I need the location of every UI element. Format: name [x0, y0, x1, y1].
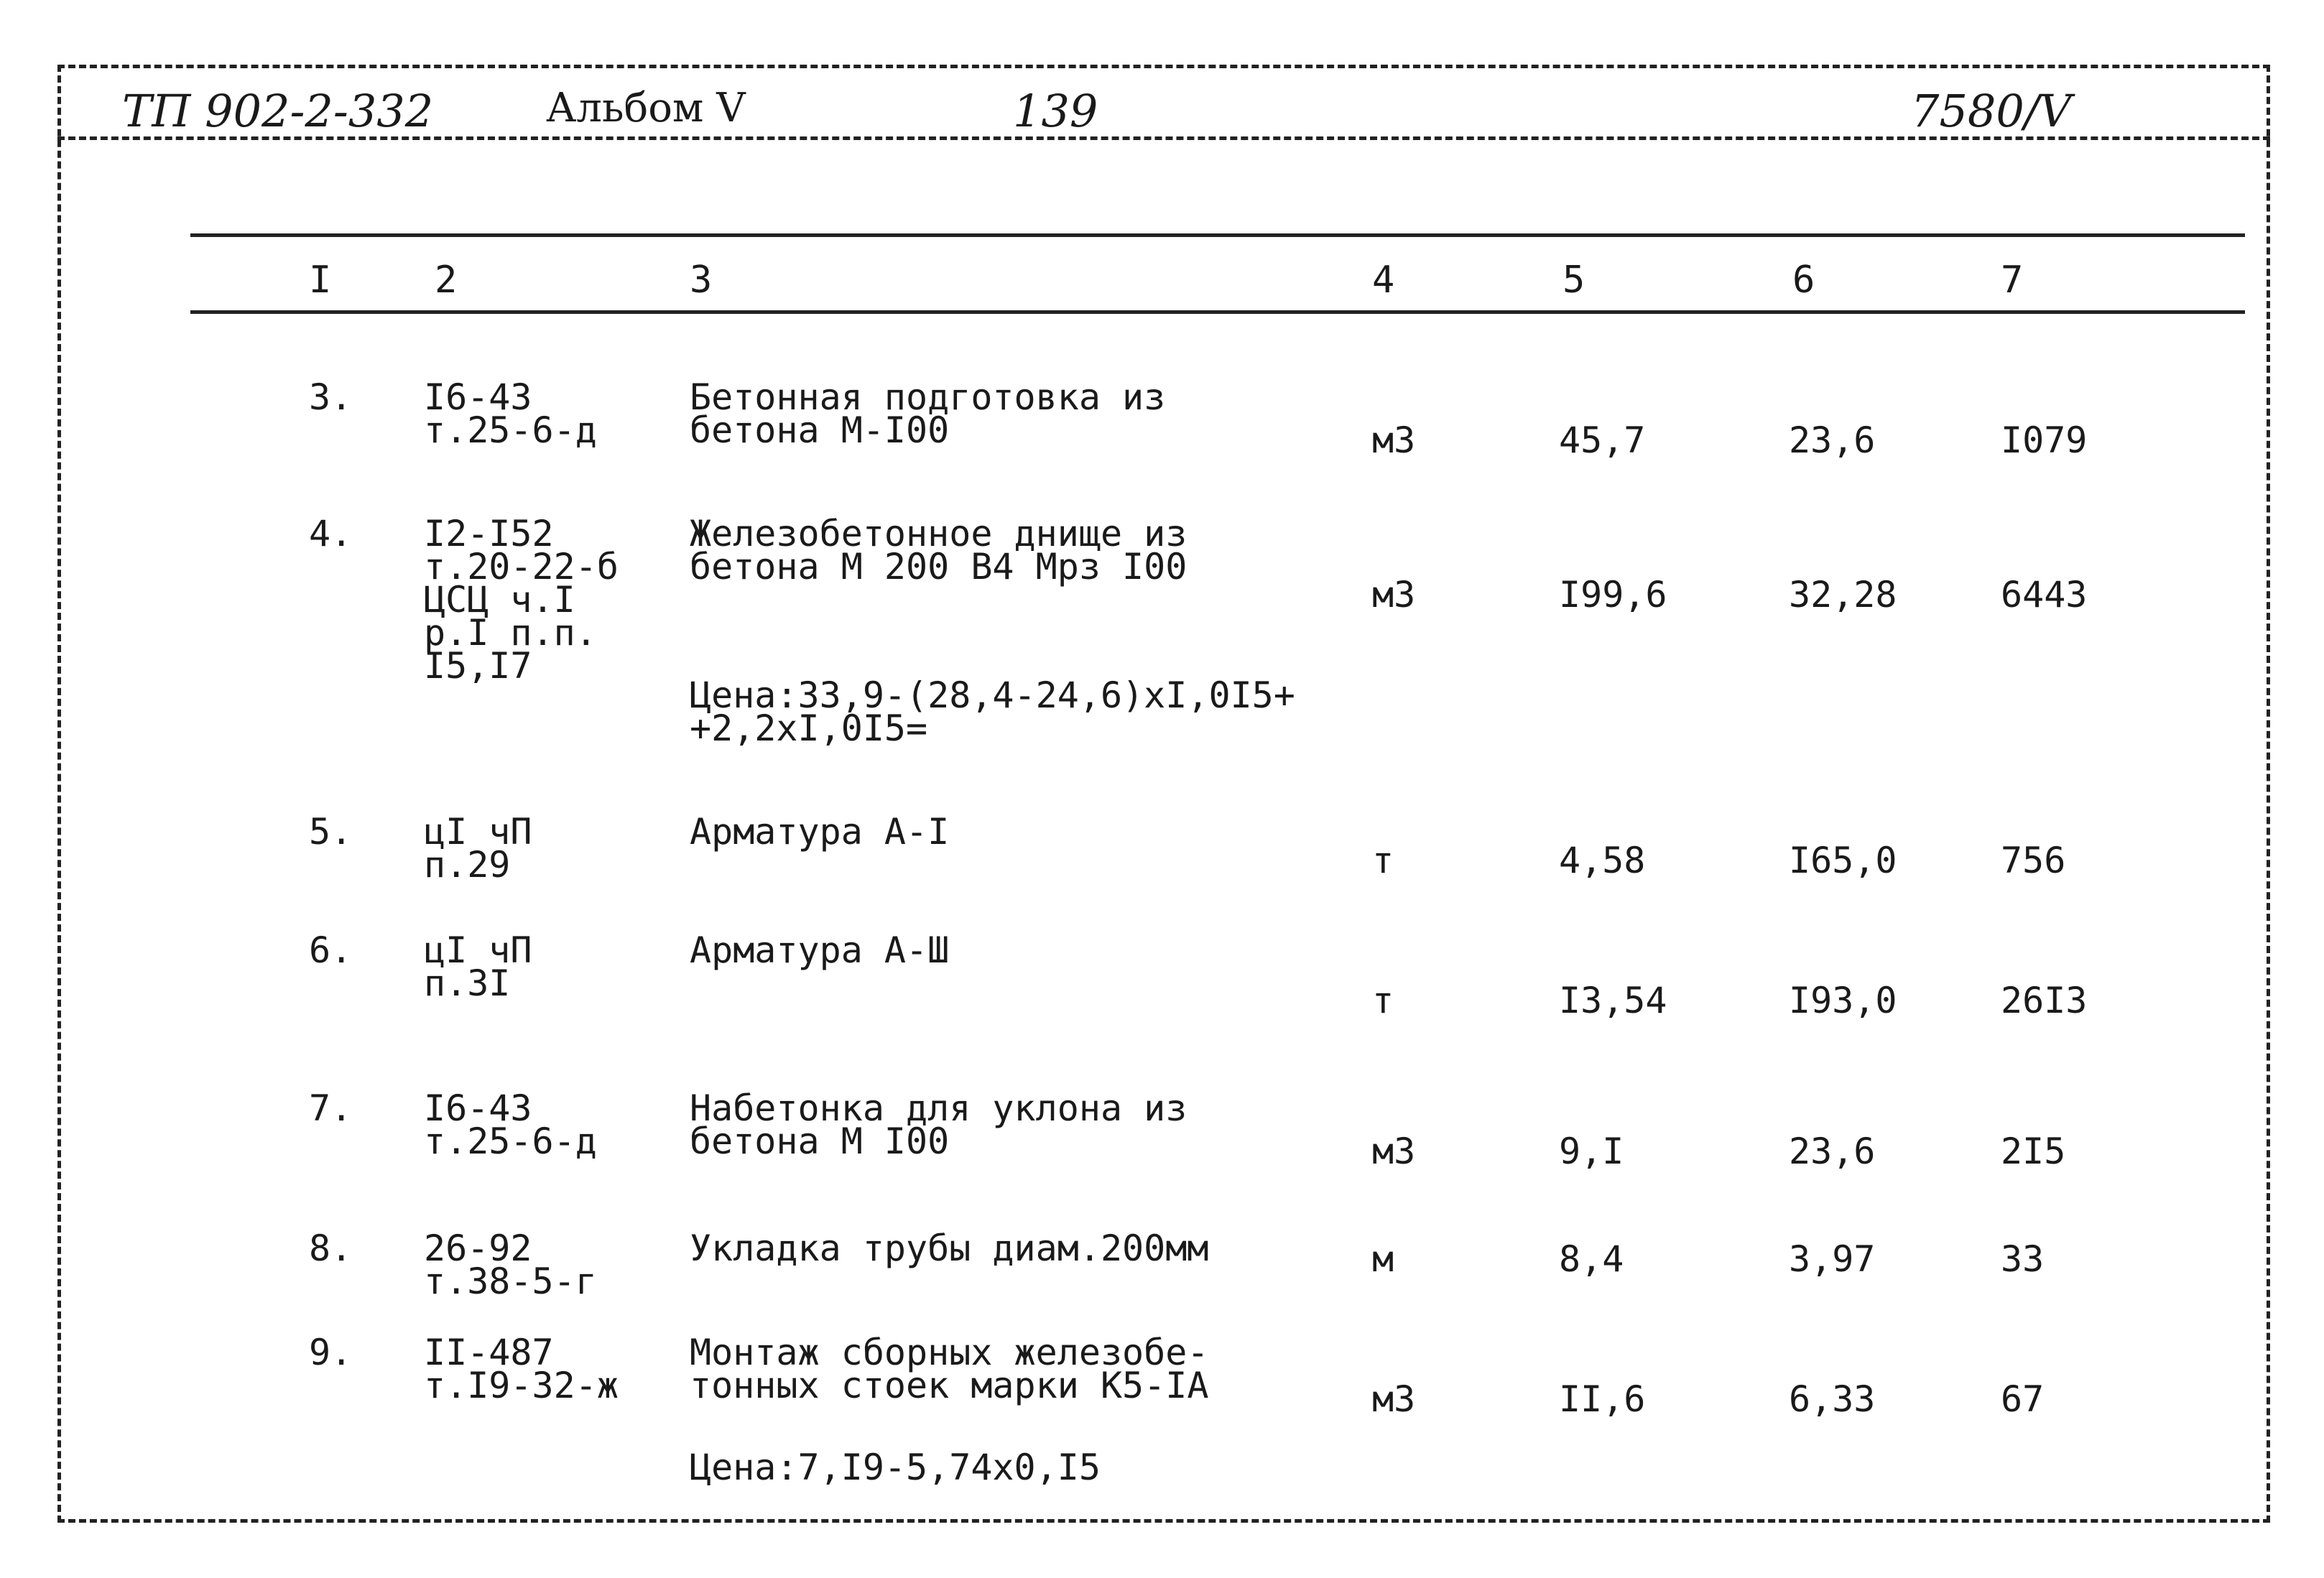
price-calculation-line: Цена:7,I9-5,74х0,I5 — [690, 1447, 1101, 1488]
quantity: 8,4 — [1559, 1238, 1624, 1280]
norm-reference-line: ЦСЦ ч.I — [424, 579, 575, 621]
total-cost: I079 — [2001, 419, 2088, 461]
row-number: 9. — [309, 1332, 353, 1373]
norm-reference-line: р.I п.п. — [424, 612, 597, 654]
norm-reference — [424, 513, 619, 687]
work-description-line: Железобетонное днище из — [690, 513, 1188, 554]
column-header-1: I — [309, 259, 332, 302]
table-top-rule — [190, 233, 2245, 237]
work-description — [690, 376, 1166, 451]
work-description-line: Укладка трубы диам.200мм — [690, 1227, 1209, 1269]
row-number: 4. — [309, 513, 353, 554]
page-number: 139 — [1013, 85, 1098, 137]
total-cost: 6443 — [2001, 574, 2088, 616]
unit-of-measure: м3 — [1372, 419, 1416, 461]
work-description — [690, 513, 1188, 588]
column-header-3: 3 — [690, 259, 713, 302]
norm-reference-line: I6-43 — [424, 1087, 532, 1129]
total-cost: 67 — [2001, 1378, 2045, 1420]
norm-reference-line: т.38-5-г — [424, 1261, 597, 1302]
unit-price: 23,6 — [1789, 1131, 1876, 1172]
unit-of-measure: м3 — [1372, 1378, 1416, 1420]
inventory-number: 7580/V — [1911, 85, 2072, 137]
column-header-7: 7 — [2001, 259, 2024, 302]
row-number: 7. — [309, 1087, 353, 1129]
unit-price: I65,0 — [1789, 840, 1897, 881]
quantity: 9,I — [1559, 1131, 1624, 1172]
norm-reference-line: п.3I — [424, 962, 511, 1004]
unit-price: 6,33 — [1789, 1378, 1876, 1420]
total-cost: 26I3 — [2001, 980, 2088, 1021]
norm-reference-line: I5,I7 — [424, 645, 532, 687]
column-header-6: 6 — [1792, 259, 1815, 302]
norm-reference — [424, 376, 597, 451]
price-calculation-line: Цена:33,9-(28,4-24,6)хI,0I5+ — [690, 674, 1295, 716]
work-description — [690, 1227, 1209, 1269]
price-calculation-note — [690, 674, 1295, 749]
total-cost: 33 — [2001, 1238, 2045, 1280]
work-description-line: Набетонка для уклона из — [690, 1087, 1188, 1129]
work-description-line: Арматура А-I — [690, 811, 950, 853]
unit-of-measure: м3 — [1372, 1131, 1416, 1172]
norm-reference-line: II-487 — [424, 1332, 554, 1373]
norm-reference-line: т.25-6-д — [424, 409, 597, 451]
page-frame — [57, 65, 2270, 1523]
norm-reference-line: I2-I52 — [424, 513, 554, 554]
norm-reference-line: цI чП — [424, 811, 532, 853]
row-number: 3. — [309, 376, 353, 418]
quantity: I99,6 — [1559, 574, 1667, 616]
row-number: 6. — [309, 929, 353, 971]
table-header-rule — [190, 310, 2245, 314]
unit-of-measure: т — [1372, 840, 1394, 881]
norm-reference-line: т.20-22-б — [424, 546, 619, 588]
norm-reference — [424, 811, 532, 886]
unit-price: 3,97 — [1789, 1238, 1876, 1280]
total-cost: 2I5 — [2001, 1131, 2066, 1172]
unit-of-measure: м3 — [1372, 574, 1416, 616]
norm-reference — [424, 1227, 597, 1302]
unit-of-measure: т — [1372, 980, 1394, 1021]
quantity: 4,58 — [1559, 840, 1646, 881]
norm-reference-line: цI чП — [424, 929, 532, 971]
work-description-line: Монтаж сборных железобе- — [690, 1332, 1209, 1373]
norm-reference-line: т.25-6-д — [424, 1120, 597, 1162]
norm-reference-line: I6-43 — [424, 376, 532, 418]
norm-reference-line: п.29 — [424, 844, 511, 886]
document-code: ТП 902-2-332 — [122, 85, 434, 137]
unit-of-measure: м — [1372, 1238, 1394, 1280]
quantity: II,6 — [1559, 1378, 1646, 1420]
price-calculation-note — [690, 1447, 1101, 1488]
unit-price: 32,28 — [1789, 574, 1897, 616]
total-cost: 756 — [2001, 840, 2066, 881]
work-description-line: бетона М-I00 — [690, 409, 950, 451]
quantity: I3,54 — [1559, 980, 1667, 1021]
work-description — [690, 811, 950, 853]
row-number: 5. — [309, 811, 353, 853]
column-header-2: 2 — [435, 259, 458, 302]
norm-reference-line: 26-92 — [424, 1227, 532, 1269]
work-description — [690, 929, 950, 971]
work-description-line: бетона М 200 В4 Мрз I00 — [690, 546, 1188, 588]
work-description-line: Бетонная подготовка из — [690, 376, 1166, 418]
unit-price: I93,0 — [1789, 980, 1897, 1021]
work-description-line: бетона М I00 — [690, 1120, 950, 1162]
price-calculation-line: +2,2хI,0I5= — [690, 707, 928, 749]
work-description-line: Арматура А-Ш — [690, 929, 950, 971]
column-header-4: 4 — [1372, 259, 1395, 302]
quantity: 45,7 — [1559, 419, 1646, 461]
album-label: Альбом V — [546, 85, 746, 131]
unit-price: 23,6 — [1789, 419, 1876, 461]
norm-reference — [424, 929, 532, 1004]
work-description-line: тонных стоек марки К5-IА — [690, 1365, 1209, 1406]
norm-reference — [424, 1332, 619, 1406]
norm-reference — [424, 1087, 597, 1162]
column-header-5: 5 — [1563, 259, 1585, 302]
work-description — [690, 1332, 1209, 1406]
norm-reference-line: т.I9-32-ж — [424, 1365, 619, 1406]
work-description — [690, 1087, 1188, 1162]
row-number: 8. — [309, 1227, 353, 1269]
